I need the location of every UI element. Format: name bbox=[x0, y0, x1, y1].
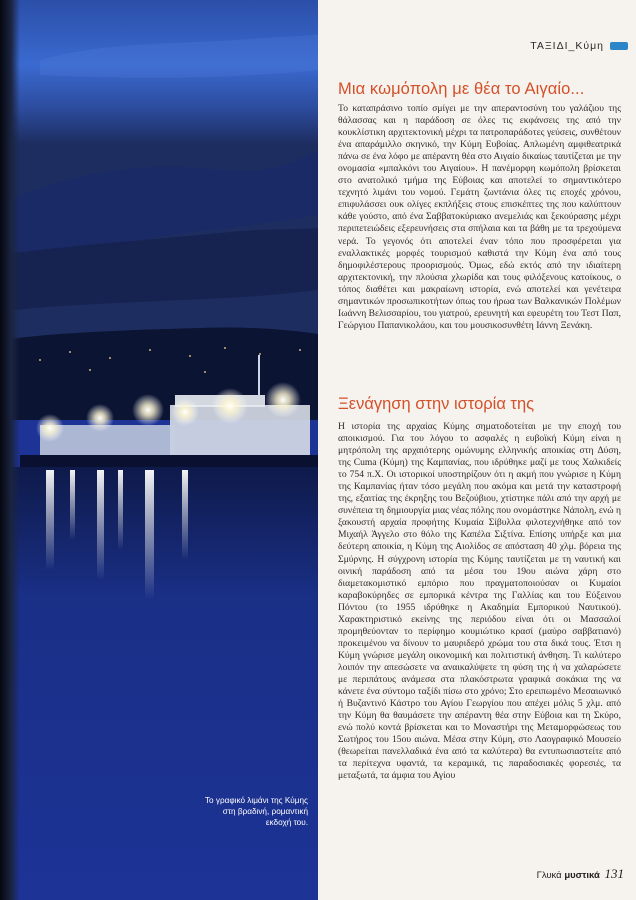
section-tab-marker bbox=[610, 42, 628, 50]
article-title: Μια κωμόπολη με θέα το Αιγαίο... bbox=[338, 80, 585, 98]
page-number: 131 bbox=[604, 866, 624, 881]
page-footer bbox=[537, 866, 624, 882]
history-paragraph: Η ιστορία της αρχαίας Κύμης σηματοδοτείται με την εποχή του αποικισμού. Για του λόγου το ασφαλές η ευβοϊκή Κύμη είναι η μητρόπολη της αρχαιότερης ομώνυμης ελληνικής αποικίας στη Δύση, της Cuma (Κύμη) της Καμπανίας, που ιδρύθηκε μαζί με τους Χαλκιδείς το 754 π.Χ. Οι ιστορικοί υποστηρίζουν ότι η ακμή που γνώρισε η Κύμη της Καμπανίας ήταν τόσο μεγάλη που ακόμα και μετά την καταστροφή της, εξαιτίας της έκρηξης του Βεζούβιου, χτίστηκε πάλι από την αρχή με συνέπεια τη δημιουργία μιας νέας πόλης που ονομάστηκε Νάπολη, ενώ η ξακουστή αρχαία προφήτης Κυμαία Σίβυλλα φιλοτεχνήθηκε από τον Μιχαήλ Άγγελο στο θόλο της Καπέλα Σιξτίνα. Επίσης υπήρξε και μια δεύτερη αποικία, η Κύμη της Αιολίδος σε απόσταση 40 χλμ. βόρεια της Σμύρνης. Η σύγχρονη ιστορία της Κύμης ταυτίζεται με τη ναυτική και οινική παράδοση από τα μέσα του 19ου αιώνα χάρη στο διαμετακομιστικό εμπόριο που πραγματοποιούσαν οι Κυμαίοι καραβοκύρηδες σε εμπορικά κέντρα της Γαλλίας και του Εύξεινου Πόντου (το 1955 ιδρύθηκε η Ακαδημία Εμπορικού Ναυτικού). Χαρακτηριστικό εκείνης της περιόδου είναι ότι οι Μασσαλοί προμηθεύονταν το περίφημο κουμιώτικο κρασί (μαύρο σαββατιανό) προκειμένου να δίνουν το μαυριδερό χρώμα του στα δικά τους. Έτσι η Κύμη γνώρισε μεγάλη οικονομική και πολιτιστική άνθηση. Τι καλύτερο λοιπόν την απεσώσετε να αναικαλύψετε τη φύση της ή να χαλαρώσετε με περιπάτους ανάμεσα στα πλακόστρωτα γραφικά σοκάκια της να κάνετε ένα σύντομο ταξίδι πίσω στο χρόνο; Στο ερειπωμένο Μεσαιωνικό ή Βυζαντινό Κάστρο του Αγίου Γεωργίου που απέχει μόλις 5 χλμ. από την Κύμη θα θαυμάσετε την απέραντη θέα στην Εύβοια και τη Σκύρο, ενώ πολύ κοντά βρίσκεται και το Μοναστήρι της Μεταμορφώσεως του Σωτήρος του 15ου αιώνα. Μέσα στην Κύμη, στο Λαογραφικό Μουσείο (θεωρείται πανελλαδικά ένα από τα καλύτερα) θα εντυπωσιαστείτε από τα περίτεχνα υφαντά, τα κεραμικά, τις παραδοσιακές φορεσιές, τα μεταξωτά, τα άμφια του Αγίου bbox=[338, 421, 621, 782]
magazine-name-bold: μυστικά bbox=[564, 870, 600, 881]
section-subtitle: Ξενάγηση στην ιστορία της bbox=[338, 395, 535, 413]
section-header bbox=[530, 40, 628, 52]
intro-paragraph: Το καταπράσινο τοπίο σμίγει με την απεραντοσύνη του γαλάζιου της θάλασσας και η παράδοση σε όλες τις εκφάνσεις της από την κουκλίστικη αρχιτεκτονική μέχρι τα πατροπαράδοτες γεύσεις, συνθέτουν ένα απαράμιλλο σκηνικό, την Κύμη Ευβοίας. Απλωμένη αμφιθεατρικά πάνω σε ένα λόφο με απέραντη θέα στο Αιγαίο δικαίως ταυτίζεται με την ονομασία «μπαλκόνι του Αιγαίου». Η πανέμορφη κωμόπολη βρίσκεται στο ανατολικό τμήμα της Εύβοιας και αποτελεί το σημαντικότερο τεχνητό λιμάνι του νομού. Γεμάτη ζωντάνια όλες τις εποχές χρόνου, επιφυλάσσει ουκ ολίγες εκπλήξεις στους επισκέπτες της που καλύπτουν κάθε γούστο, από ένα Σαββατοκύριακο ανεμελιάς και ξεκούρασης μέχρι περιπετειώδεις εξερευνήσεις στα σπήλαια και τα βάθη με τα τρεχούμενα νερά. Το γεγονός ότι αποτελεί έναν τόπο που προσφέρεται για εναλλακτικές μορφές τουρισμού καθιστά την Κύμη ένα από τους δημοφιλέστερους προορισμούς. Όμως, εδώ εκτός από την ιδιαίτερη αρχιτεκτονική, την πλούσια χλωρίδα και τους φιλόξενους κατοίκους, ο τόπος διαθέτει και μακραίωνη ιστορία, ενώ αποτελεί και γενέτειρα σημαντικών προσωπικοτήτων όπως του ήρωα των Βαλκανικών Πολέμων Ιωάννη Βελισσαρίου, του γιατρού, ερευνητή και εφευρέτη του Τεστ Παπ, Γεώργιου Παπανικολάου, και του μουσικοσυνθέτη Ιάννη Ξενάκη. bbox=[338, 103, 621, 331]
page-gutter bbox=[0, 0, 20, 900]
article-page bbox=[318, 0, 636, 900]
photo-caption: Το γραφικό λιμάνι της Κύμης στη βραδινή, ρομαντική εκδοχή του. bbox=[204, 796, 308, 827]
magazine-name-plain: Γλυκά bbox=[536, 870, 562, 881]
section-label: ΤΑΞΙΔΙ_Κύμη bbox=[530, 40, 604, 52]
